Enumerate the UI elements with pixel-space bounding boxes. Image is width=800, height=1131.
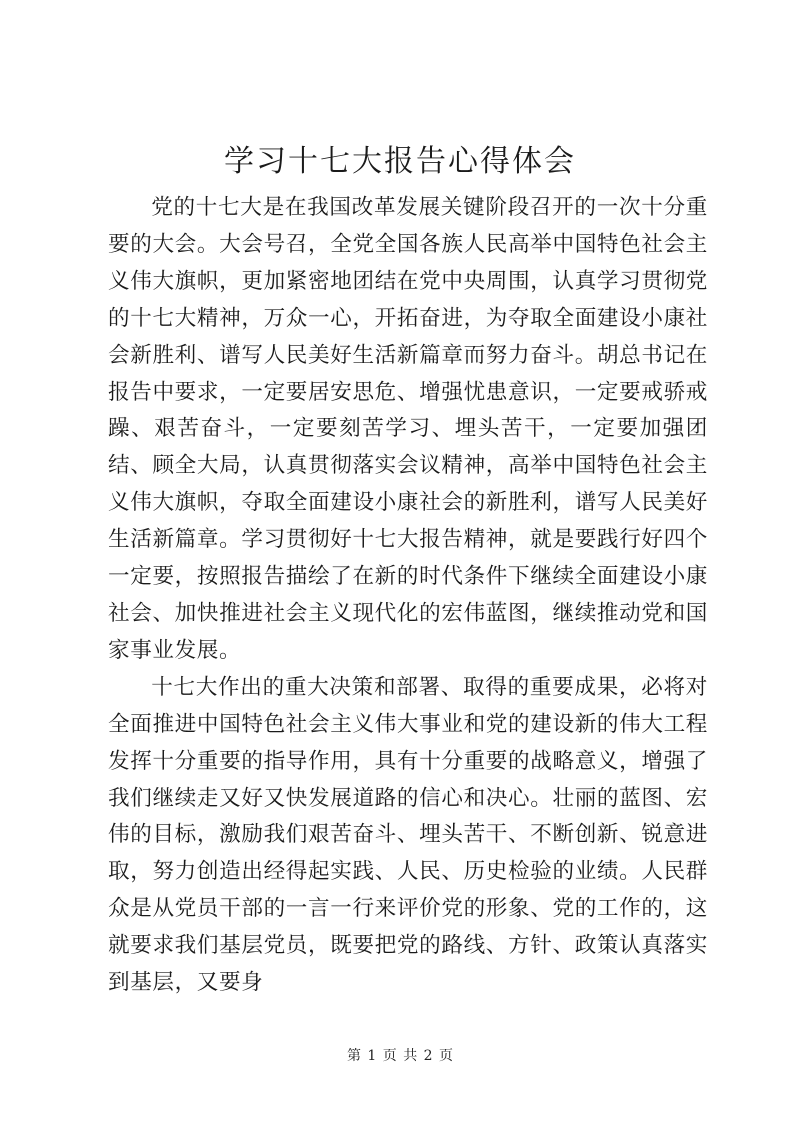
paragraph-1: 党的十七大是在我国改革发展关键阶段召开的一次十分重要的大会。大会号召，全党全国各族人民高举中国特色社会主义伟大旗帜，更加紧密地团结在党中央周围，认真学习贯彻党的十七大精神，万众一心，开拓奋进，为夺取全面建设小康社会新胜利、谱写人民美好生活新篇章而努力奋斗。胡总书记在报告中要求，一定要居安思危、增强忧患意识，一定要戒骄戒躁、艰苦奋斗，一定要刻苦学习、埋头苦干，一定要加强团结、顾全大局，认真贯彻落实会议精神，高举中国特色社会主义伟大旗帜，夺取全面建设小康社会的新胜利，谱写人民美好生活新篇章。学习贯彻好十七大报告精神，就是要践行好四个一定要，按照报告描绘了在新的时代条件下继续全面建设小康社会、加快推进社会主义现代化的宏伟蓝图，继续推动党和国家事业发展。 — [108, 195, 708, 663]
page-footer: 第 1 页 共 2 页 — [346, 1048, 454, 1064]
paragraph-2: 十七大作出的重大决策和部署、取得的重要成果，必将对全面推进中国特色社会主义伟大事业和党的建设新的伟大工程发挥十分重要的指导作用，具有十分重要的战略意义，增强了我们继续走又好又快发展道路的信心和决心。壮丽的蓝图、宏伟的目标，激励我们艰苦奋斗、埋头苦干、不断创新、锐意进取，努力创造出经得起实践、人民、历史检验的业绩。人民群众是从党员干部的一言一行来评价党的形象、党的工作的，这就要求我们基层党员，既要把党的路线、方针、政策认真落实到基层，又要身 — [108, 674, 708, 996]
document-body — [108, 190, 708, 1002]
document-title: 学习十七大报告心得体会 — [224, 144, 576, 179]
